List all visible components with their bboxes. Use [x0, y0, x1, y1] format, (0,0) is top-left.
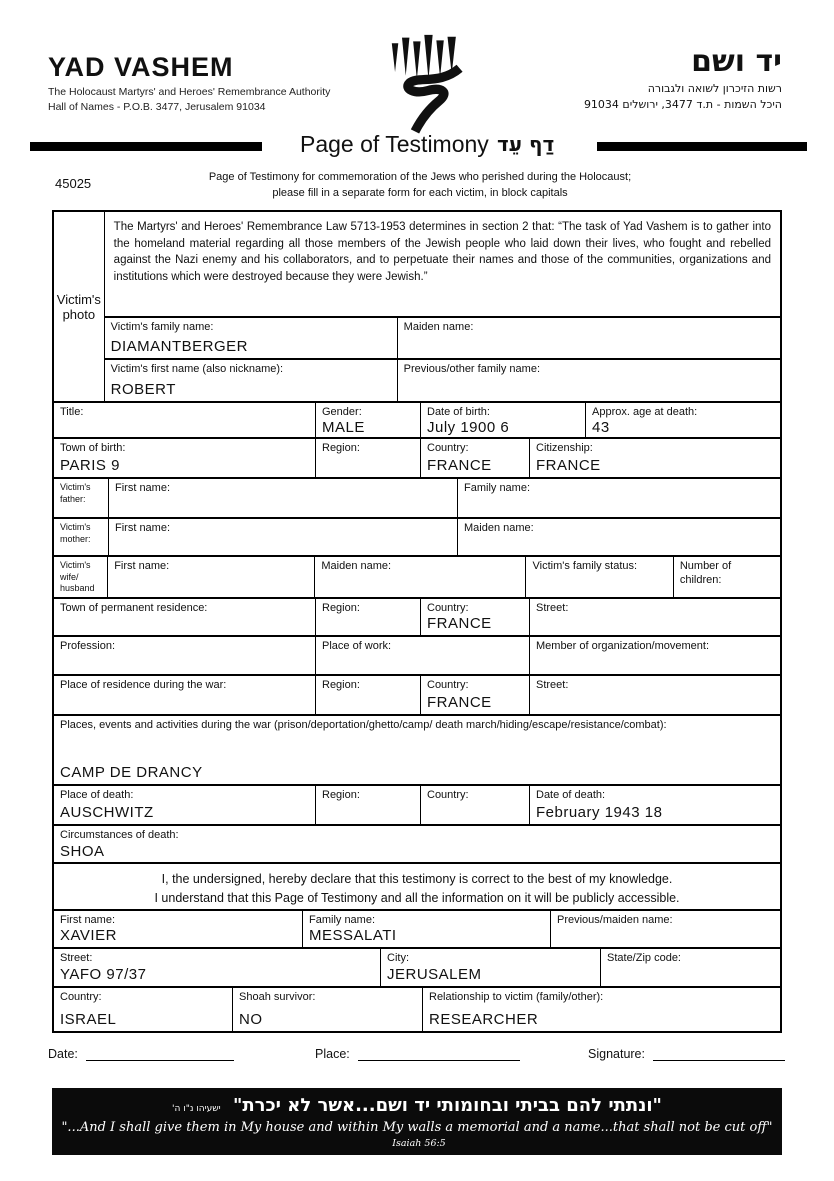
title-gender-row — [54, 401, 780, 437]
gender-field — [315, 403, 420, 437]
father-row — [54, 477, 780, 517]
date-of-death-field — [529, 786, 780, 824]
place-line — [358, 1047, 520, 1061]
death-region-field — [315, 786, 420, 824]
testimony-table — [52, 210, 782, 1033]
relationship-value: RESEARCHER — [429, 1010, 539, 1028]
age-at-death-value: 43 — [592, 418, 610, 436]
permanent-country-field — [420, 599, 529, 635]
organization-field — [529, 637, 780, 674]
relationship-label: Relationship to victim (family/other): — [429, 991, 604, 1003]
town-of-birth-field — [54, 439, 315, 477]
org-subtitle-1-hebrew: רשות הזיכרון לשואה ולגבורה — [647, 82, 782, 95]
number-of-children-field — [673, 557, 780, 597]
org-subtitle-2: Hall of Names - P.O.B. 3477, Jerusalem 91034 — [48, 101, 266, 113]
date-label: Date: — [48, 1047, 78, 1061]
date-of-birth-value: July 1900 6 — [427, 418, 510, 436]
death-region-label: Region: — [322, 789, 360, 801]
permanent-region-field — [315, 599, 420, 635]
submitter-state-zip-field — [600, 949, 780, 986]
war-residence-field — [54, 676, 315, 714]
organization-label: Member of organization/movement: — [536, 640, 710, 652]
family-status-field — [525, 557, 672, 597]
birth-country-label: Country: — [427, 442, 469, 454]
place-of-work-field — [315, 637, 529, 674]
family-status-label: Victim's family status: — [532, 560, 638, 572]
father-first-name-label: First name: — [115, 482, 171, 494]
permanent-residence-field — [54, 599, 315, 635]
spouse-first-name-field — [107, 557, 314, 597]
victim-family-name-value: DIAMANTBERGER — [110, 337, 249, 355]
date-signature-field — [48, 1047, 234, 1061]
submitter-city-label: City: — [387, 952, 409, 964]
title-label: Title: — [60, 406, 84, 418]
place-of-death-label: Place of death: — [60, 789, 134, 801]
org-name-hebrew: יד ושם — [691, 44, 782, 79]
submitter-first-name-label: First name: — [60, 914, 116, 926]
town-of-birth-label: Town of birth: — [60, 442, 126, 454]
submitter-address-row — [54, 947, 780, 986]
victim-first-name-value: ROBERT — [110, 380, 176, 398]
birth-region-label: Region: — [322, 442, 360, 454]
permanent-residence-label: Town of permanent residence: — [60, 602, 208, 614]
gender-value: MALE — [322, 418, 365, 436]
declaration-line-1: I, the undersigned, hereby declare that this testimony is correct to the best of my knowledge. — [161, 872, 673, 886]
instructions-line-1: Page of Testimony for commemoration of the Jews who perished during the Holocaust; — [208, 171, 632, 183]
banner-hebrew-line — [52, 1095, 782, 1117]
spouse-maiden-name-field — [314, 557, 525, 597]
war-country-label: Country: — [427, 679, 469, 691]
place-of-work-label: Place of work: — [322, 640, 392, 652]
org-subtitle-1: The Holocaust Martyrs' and Heroes' Remembrance Authority — [48, 86, 331, 98]
shoah-survivor-value: NO — [239, 1010, 263, 1028]
death-country-field — [420, 786, 529, 824]
submitter-family-name-value: MESSALATI — [309, 926, 397, 944]
birth-region-field — [315, 439, 420, 477]
permanent-street-label: Street: — [536, 602, 569, 614]
mother-maiden-name-label: Maiden name: — [464, 522, 534, 534]
victim-first-name-field — [105, 360, 397, 401]
form-number: 45025 — [55, 176, 92, 191]
number-of-children-label: Number of children: — [679, 560, 732, 586]
circumstances-row — [54, 824, 780, 862]
place-of-death-field — [54, 786, 315, 824]
submitter-street-value: YAFO 97/37 — [60, 965, 147, 983]
death-country-label: Country: — [427, 789, 469, 801]
submitter-state-zip-label: State/Zip code: — [607, 952, 681, 964]
org-name: YAD VASHEM — [48, 52, 234, 82]
family-name-row — [105, 316, 780, 358]
birth-country-value: FRANCE — [427, 456, 492, 474]
submitter-family-name-field — [302, 911, 550, 947]
profession-row — [54, 635, 780, 674]
relationship-field — [422, 988, 780, 1031]
submitter-country-field — [54, 988, 232, 1031]
war-events-value: CAMP DE DRANCY — [60, 763, 203, 781]
circumstances-field — [54, 826, 780, 862]
submitter-first-name-value: XAVIER — [60, 926, 117, 944]
war-events-label: Places, events and activities during the war (prison/deportation/ghetto/camp/ death march/hiding/escape/resistance/combat): — [60, 719, 667, 731]
permanent-region-label: Region: — [322, 602, 360, 614]
date-of-death-label: Date of death: — [536, 789, 606, 801]
submitter-first-name-field — [54, 911, 302, 947]
war-residence-row — [54, 674, 780, 714]
yad-vashem-menorah-logo-icon — [385, 33, 471, 137]
org-header-english — [48, 52, 330, 113]
place-of-death-value: AUSCHWITZ — [60, 803, 154, 821]
war-country-value: FRANCE — [427, 693, 492, 711]
signature-signature-field — [588, 1047, 785, 1061]
declaration-line-2: I understand that this Page of Testimony and all the information on it will be publicly accessible. — [154, 891, 680, 906]
submitter-country-value: ISRAEL — [60, 1010, 117, 1028]
profession-label: Profession: — [60, 640, 116, 652]
previous-family-name-field — [397, 360, 780, 401]
mother-row — [54, 517, 780, 555]
banner-hebrew-quote: "ונתתי להם בביתי ובחומותי יד ושם...אשר לא יכרת" — [232, 1095, 662, 1116]
war-region-field — [315, 676, 420, 714]
banner-hebrew-citation: ישעיהו נ"ו ה' — [172, 1104, 221, 1114]
mother-maiden-name-field — [457, 519, 780, 555]
org-header-hebrew — [584, 44, 782, 111]
war-residence-label: Place of residence during the war: — [60, 679, 227, 691]
war-events-row — [54, 714, 780, 784]
form-instructions — [150, 170, 690, 202]
circumstances-label: Circumstances of death: — [60, 829, 179, 841]
mother-first-name-field — [108, 519, 457, 555]
war-events-field — [54, 716, 780, 784]
submitter-country-label: Country: — [60, 991, 102, 1003]
date-of-death-value: February 1943 18 — [536, 803, 663, 821]
submitter-country-row — [54, 986, 780, 1031]
victim-photo-placeholder: Victim's photo — [56, 291, 101, 322]
isaiah-quote-banner — [52, 1088, 782, 1155]
banner-english-quote: "...And I shall give them in My house and within My walls a memorial and a name...that shall not be cut off" — [61, 1119, 773, 1135]
father-family-name-label: Family name: — [464, 482, 531, 494]
submitter-city-field — [380, 949, 600, 986]
signature-label: Signature: — [588, 1047, 645, 1061]
permanent-country-label: Country: — [427, 602, 469, 614]
permanent-residence-row — [54, 597, 780, 635]
war-street-label: Street: — [536, 679, 569, 691]
top-right-block — [104, 212, 780, 401]
date-line — [86, 1047, 234, 1061]
submitter-city-value: JERUSALEM — [387, 965, 482, 983]
maiden-name-label: Maiden name: — [403, 321, 474, 333]
instructions-line-2: please fill in a separate form for each victim, in block capitals — [272, 186, 568, 199]
title-field — [54, 403, 315, 437]
submitter-family-name-label: Family name: — [309, 914, 376, 926]
declaration-text — [54, 864, 780, 909]
submitter-street-field — [54, 949, 380, 986]
date-of-birth-label: Date of birth: — [427, 406, 490, 418]
spouse-first-name-label: First name: — [114, 560, 170, 572]
victim-first-name-label: Victim's first name (also nickname): — [110, 363, 284, 375]
spouse-maiden-name-label: Maiden name: — [321, 560, 392, 572]
permanent-street-field — [529, 599, 780, 635]
war-street-field — [529, 676, 780, 714]
title-divider-bar-right — [597, 142, 807, 151]
shoah-survivor-label: Shoah survivor: — [239, 991, 316, 1003]
birth-country-field — [420, 439, 529, 477]
place-label: Place: — [315, 1047, 350, 1061]
maiden-name-field — [397, 318, 780, 358]
mother-first-name-label: First name: — [115, 522, 171, 534]
banner-english-citation: Isaiah 56:5 — [392, 1137, 446, 1149]
submitter-previous-maiden-label: Previous/maiden name: — [557, 914, 673, 926]
death-row — [54, 784, 780, 824]
citizenship-field — [529, 439, 780, 477]
town-of-birth-value: PARIS 9 — [60, 456, 120, 474]
gender-label: Gender: — [322, 406, 362, 418]
circumstances-value: SHOA — [60, 842, 105, 860]
banner-english-line — [52, 1120, 782, 1150]
signature-line — [653, 1047, 785, 1061]
citizenship-label: Citizenship: — [536, 442, 593, 454]
org-subtitle-2-hebrew: היכל השמות - ת.ד 3477, ירושלים 91034 — [583, 98, 782, 111]
mother-group-label: Victim's mother: — [60, 522, 91, 544]
submitter-previous-maiden-field — [550, 911, 780, 947]
top-block-row — [54, 212, 780, 401]
page-title-hebrew: דַף עֵד — [497, 132, 555, 156]
place-signature-field — [315, 1047, 520, 1061]
submitter-street-label: Street: — [60, 952, 93, 964]
victim-family-name-field — [105, 318, 397, 358]
title-divider-bar-left — [30, 142, 262, 151]
citizenship-value: FRANCE — [536, 456, 601, 474]
father-group-label: Victim's father: — [60, 482, 91, 504]
page-title: Page of Testimony — [300, 131, 489, 157]
war-region-label: Region: — [322, 679, 360, 691]
birth-row — [54, 437, 780, 477]
remembrance-law-text: The Martyrs' and Heroes' Remembrance Law 5713-1953 determines in section 2 that: “The task of Yad Vashem is to gather into the homeland material regarding all those members of the Jewish people who laid down their lives, who fought and rebelled against the Nazi enemy and his collaborators, and to perpetuate their names and those of the communities, organizations and institutions which were destroyed because they were Jewish.” — [113, 221, 771, 284]
permanent-country-value: FRANCE — [427, 614, 492, 632]
age-at-death-label: Approx. age at death: — [592, 406, 698, 418]
shoah-survivor-field — [232, 988, 422, 1031]
first-name-row — [105, 358, 780, 401]
war-country-field — [420, 676, 529, 714]
profession-field — [54, 637, 315, 674]
declaration-row — [54, 862, 780, 909]
spouse-row — [54, 555, 780, 597]
spouse-group-label: Victim's wife/ husband — [60, 560, 95, 594]
age-at-death-field — [585, 403, 780, 437]
father-first-name-field — [108, 479, 457, 517]
date-of-birth-field — [420, 403, 585, 437]
father-family-name-field — [457, 479, 780, 517]
victim-family-name-label: Victim's family name: — [110, 321, 214, 333]
previous-family-name-label: Previous/other family name: — [403, 363, 541, 375]
submitter-name-row — [54, 909, 780, 947]
